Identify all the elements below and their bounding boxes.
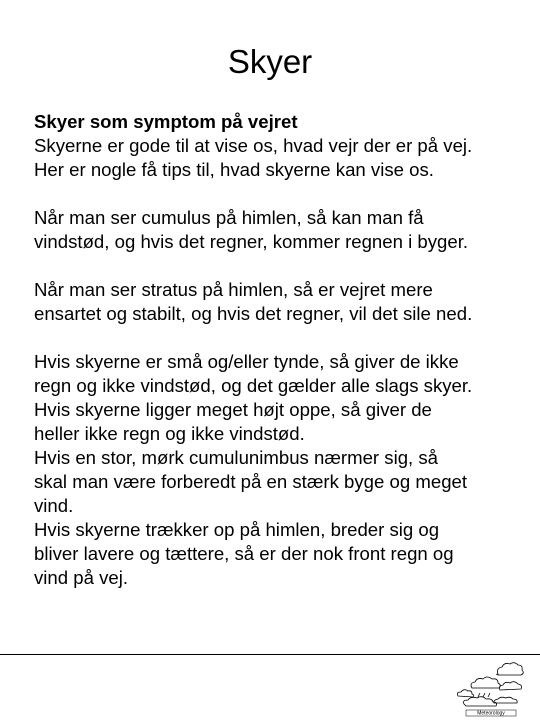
intro-line: Skyerne er gode til at vise os, hvad vejr der er på vej. [34,135,473,156]
paragraph-tips-line: skal man være forberedt på en stærk byge og meget [34,471,468,492]
logo-text: Meteorology [477,710,505,717]
paragraph-tips-line: Hvis skyerne er små og/eller tynde, så giver de ikke [34,351,459,372]
intro-line: Her er nogle få tips til, hvad skyerne kan vise os. [34,159,434,180]
paragraph-tips-line: vind på vej. [34,567,129,588]
paragraph-gap [34,254,534,278]
clouds-logo-icon [450,660,530,718]
footer-divider [0,654,540,655]
paragraph-stratus-line: ensartet og stabilt, og hvis det regner, vil det sile ned. [34,303,473,324]
paragraph-tips-line: regn og ikke vindstød, og det gælder alle slags skyer. [34,375,473,396]
section-heading: Skyer som symptom på vejret [34,111,298,132]
paragraph-tips-line: Hvis skyerne ligger meget højt oppe, så giver de [34,399,432,420]
paragraph-gap [34,182,534,206]
paragraph-cumulus-line: vindstød, og hvis det regner, kommer regnen i byger. [34,231,469,252]
paragraph-tips-line: bliver lavere og tættere, så er der nok front regn og [34,543,454,564]
page-title: Skyer [227,43,313,80]
paragraph-tips-line: vind. [34,495,74,516]
body-text [34,110,534,590]
paragraph-tips-line: Hvis skyerne trækker op på himlen, breder sig og [34,519,440,540]
paragraph-tips-line: heller ikke regn og ikke vindstød. [34,423,305,444]
paragraph-tips-line: Hvis en stor, mørk cumulunimbus nærmer sig, så [34,447,439,468]
paragraph-gap [34,326,534,350]
paragraph-cumulus-line: Når man ser cumulus på himlen, så kan man få [34,207,424,228]
paragraph-stratus-line: Når man ser stratus på himlen, så er vejret mere [34,279,433,300]
